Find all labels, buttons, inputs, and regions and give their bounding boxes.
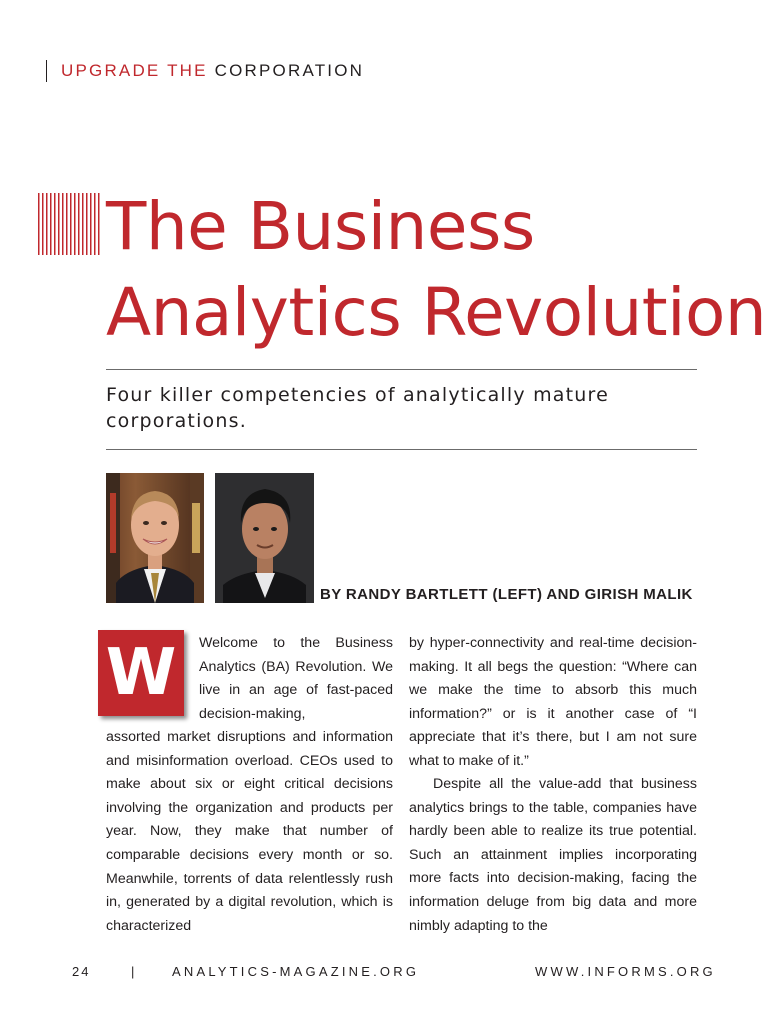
body-text-col2-para1: by hyper-connectivity and real-time decision-making. It all begs the question: “Where can we make the time to absorb this much information?” or is it another case of “I appreciate that it’s there, but I am not sure what to make of it.”: [409, 635, 697, 769]
decorative-stripes: [38, 193, 102, 255]
divider-top: [106, 369, 697, 370]
article-subtitle: Four killer competencies of analytically mature corporations.: [106, 384, 610, 432]
drop-cap: W: [98, 630, 184, 716]
body-text-col1-top: Welcome to the Business Analytics (BA) Revolution. We live in an age of fast-paced decision-making,: [199, 635, 393, 722]
section-label-accent: UPGRADE THE: [61, 61, 208, 80]
page-number: 24: [72, 964, 91, 979]
body-text-col1-bottom: assorted market disruptions and information and misinformation overload. CEOs used to make about six or eight critical decisions involving the organization and products per year. Now, they make that number of comparable decisions every month or so. Meanwhile, torrents of data relentlessly rush in, generated by a digital revolution, which is characterized: [106, 729, 393, 934]
section-header: [46, 60, 364, 82]
footer-site-analytics: ANALYTICS-MAGAZINE.ORG: [172, 964, 420, 979]
divider-bottom: [106, 449, 697, 450]
footer-separator: |: [131, 964, 135, 979]
title-line-1: The Business: [106, 188, 535, 265]
section-label: CORPORATION: [214, 61, 365, 80]
byline: BY RANDY BARTLETT (LEFT) AND GIRISH MALIK: [320, 586, 693, 603]
footer-site-informs: WWW.INFORMS.ORG: [535, 964, 716, 979]
body-text-col2-para2: Despite all the value-add that business analytics brings to the table, companies have hardly been able to realize its true potential. Such an attainment implies incorporating more facts into decision-making, facing the information deluge from big data and more nimbly adapting to the: [409, 776, 697, 934]
title-line-2: Analytics Revolution: [106, 274, 767, 351]
author-photo-girish-malik: [215, 473, 314, 603]
author-photo-randy-bartlett: [106, 473, 204, 603]
article-title: [106, 184, 766, 356]
